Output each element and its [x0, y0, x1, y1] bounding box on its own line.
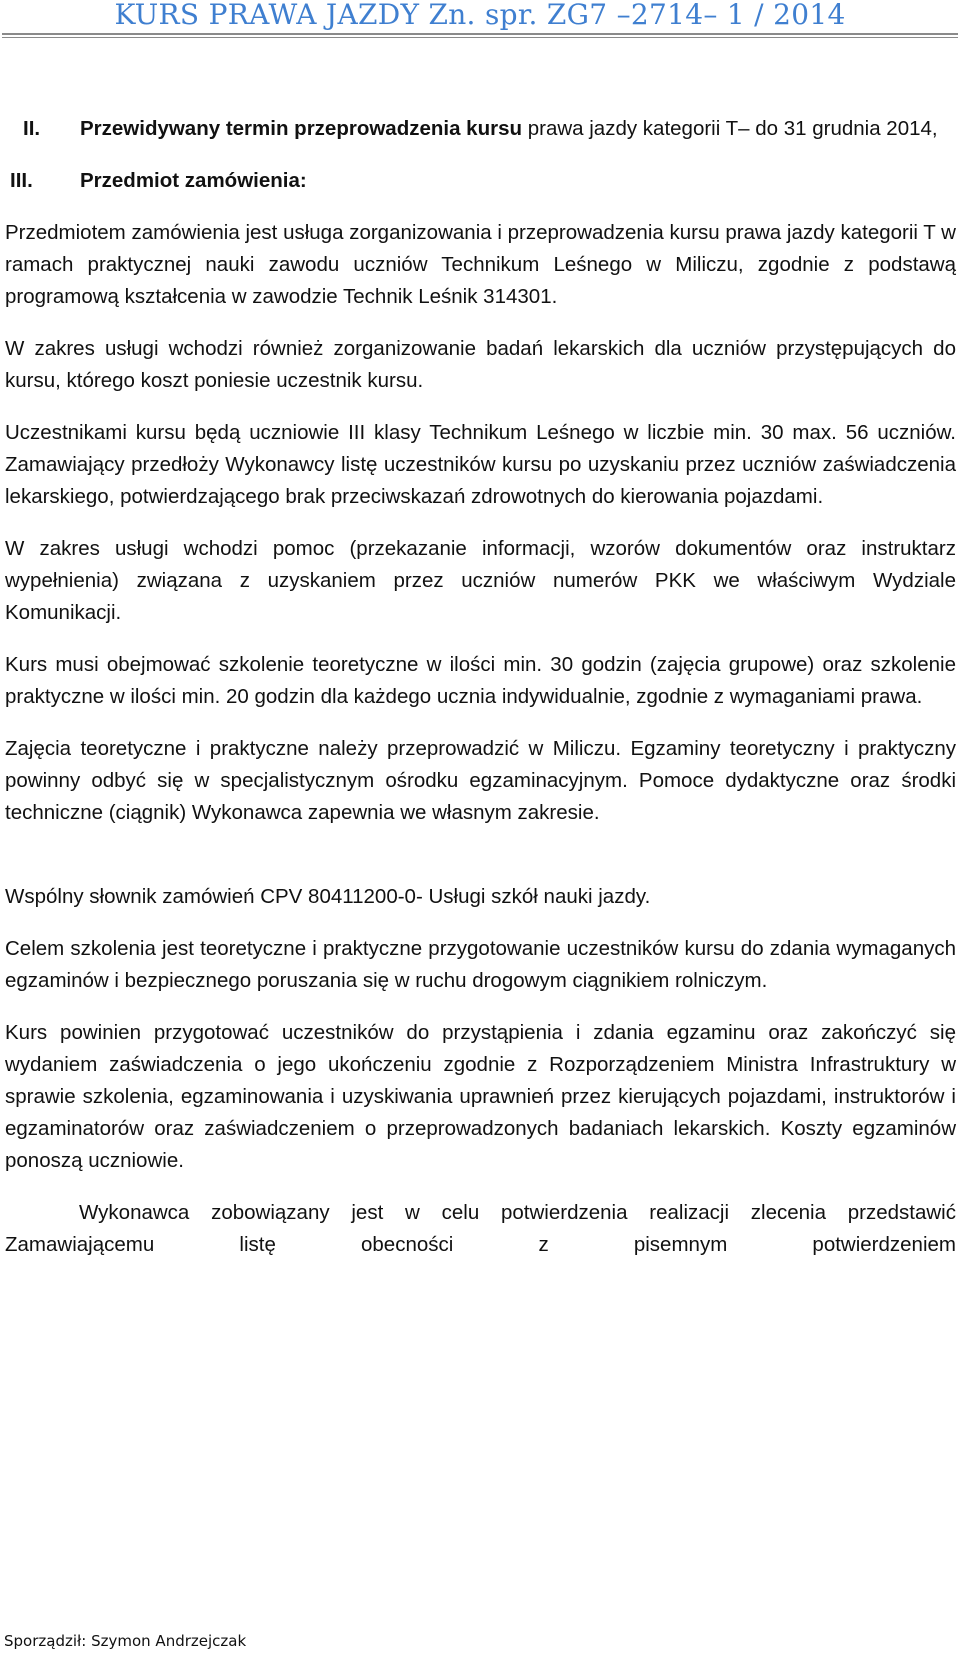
section-heading: Przewidywany termin przeprowadzenia kursu — [80, 117, 523, 140]
header-title: KURS PRAWA JAZDY Zn. spr. ZG7 –2714– 1 / 2014 — [114, 0, 846, 31]
paragraph: W zakres usługi wchodzi pomoc (przekazanie informacji, wzorów dokumentów oraz instruktarz wypełnienia) związana z uzyskaniem przez uczniów numerów PKK we właściwym Wydziale Komunikacji. — [5, 537, 956, 624]
paragraph: Kurs musi obejmować szkolenie teoretyczne w ilości min. 30 godzin (zajęcia grupowe) oraz szkolenie praktyczne w ilości min. 20 godzin dla każdego ucznia indywidualnie, zgodnie z wymaganiami prawa. — [5, 653, 956, 708]
paragraph: Uczestnikami kursu będą uczniowie III klasy Technikum Leśnego w liczbie min. 30 max. 56 uczniów. Zamawiający przedłoży Wykonawcy listę uczestników kursu po uzyskaniu przez uczniów zaświadczenia lekarskiego, potwierdzającego brak przeciwskazań zdrowotnych do kierowania pojazdami. — [5, 421, 956, 508]
paragraph: W zakres usługi wchodzi również zorganizowanie badań lekarskich dla uczniów przystępujących do kursu, którego koszt poniesie uczestnik kursu. — [5, 337, 956, 392]
section-3 — [5, 165, 956, 197]
page-header — [0, 0, 960, 44]
paragraph: Kurs powinien przygotować uczestników do przystąpienia i zdania egzaminu oraz zakończyć się wydaniem zaświadczenia o jego ukończeniu zgodnie z Rozporządzeniem Ministra Infrastruktury w sprawie szkolenia, egzaminowania i uzyskiwania uprawnień przez kierujących pojazdami, instruktorów i egzaminatorów oraz zaświadczeniem o przeprowadzonych badaniach lekarskich. Koszty egzaminów ponoszą uczniowie. — [5, 1021, 956, 1172]
header-rule-thin — [2, 37, 958, 38]
document-body — [5, 113, 956, 1261]
paragraph: Zajęcia teoretyczne i praktyczne należy przeprowadzić w Miliczu. Egzaminy teoretyczny i praktyczny powinny odbyć się w specjalistycznym ośrodku egzaminacyjnym. Pomoce dydaktyczne oraz środki techniczne (ciągnik) Wykonawca zapewnia we własnym zakresie. — [5, 737, 956, 824]
section-2-rest: prawa jazdy kategorii T– do 31 grudnia 2014, — [522, 117, 938, 140]
paragraph: Celem szkolenia jest teoretyczne i praktyczne przygotowanie uczestników kursu do zdania wymaganych egzaminów i bezpiecznego poruszania się w ruchu drogowym ciągnikiem rolniczym. — [5, 937, 956, 992]
section-number: II. — [23, 117, 41, 140]
last-paragraph: Wykonawca zobowiązany jest w celu potwierdzenia realizacji zlecenia przedstawić Zamawiającemu listę obecności z pisemnym potwierdzeniem — [5, 1201, 956, 1256]
footer-author: Sporządził: Szymon Andrzejczak — [4, 1632, 247, 1650]
section-2-text — [80, 113, 956, 145]
section-heading: Przedmiot zamówienia: — [80, 169, 307, 192]
section-2 — [5, 113, 956, 145]
cpv-line: Wspólny słownik zamówień CPV 80411200-0- Usługi szkół nauki jazdy. — [5, 885, 651, 908]
header-rule — [2, 33, 958, 35]
section-number: III. — [10, 169, 33, 192]
paragraph: Przedmiotem zamówienia jest usługa zorganizowania i przeprowadzenia kursu prawa jazdy kategorii T w ramach praktycznej nauki zawodu uczniów Technikum Leśnego w Miliczu, zgodnie z podstawą programową kształcenia w zawodzie Technik Leśnik 314301. — [5, 221, 956, 308]
